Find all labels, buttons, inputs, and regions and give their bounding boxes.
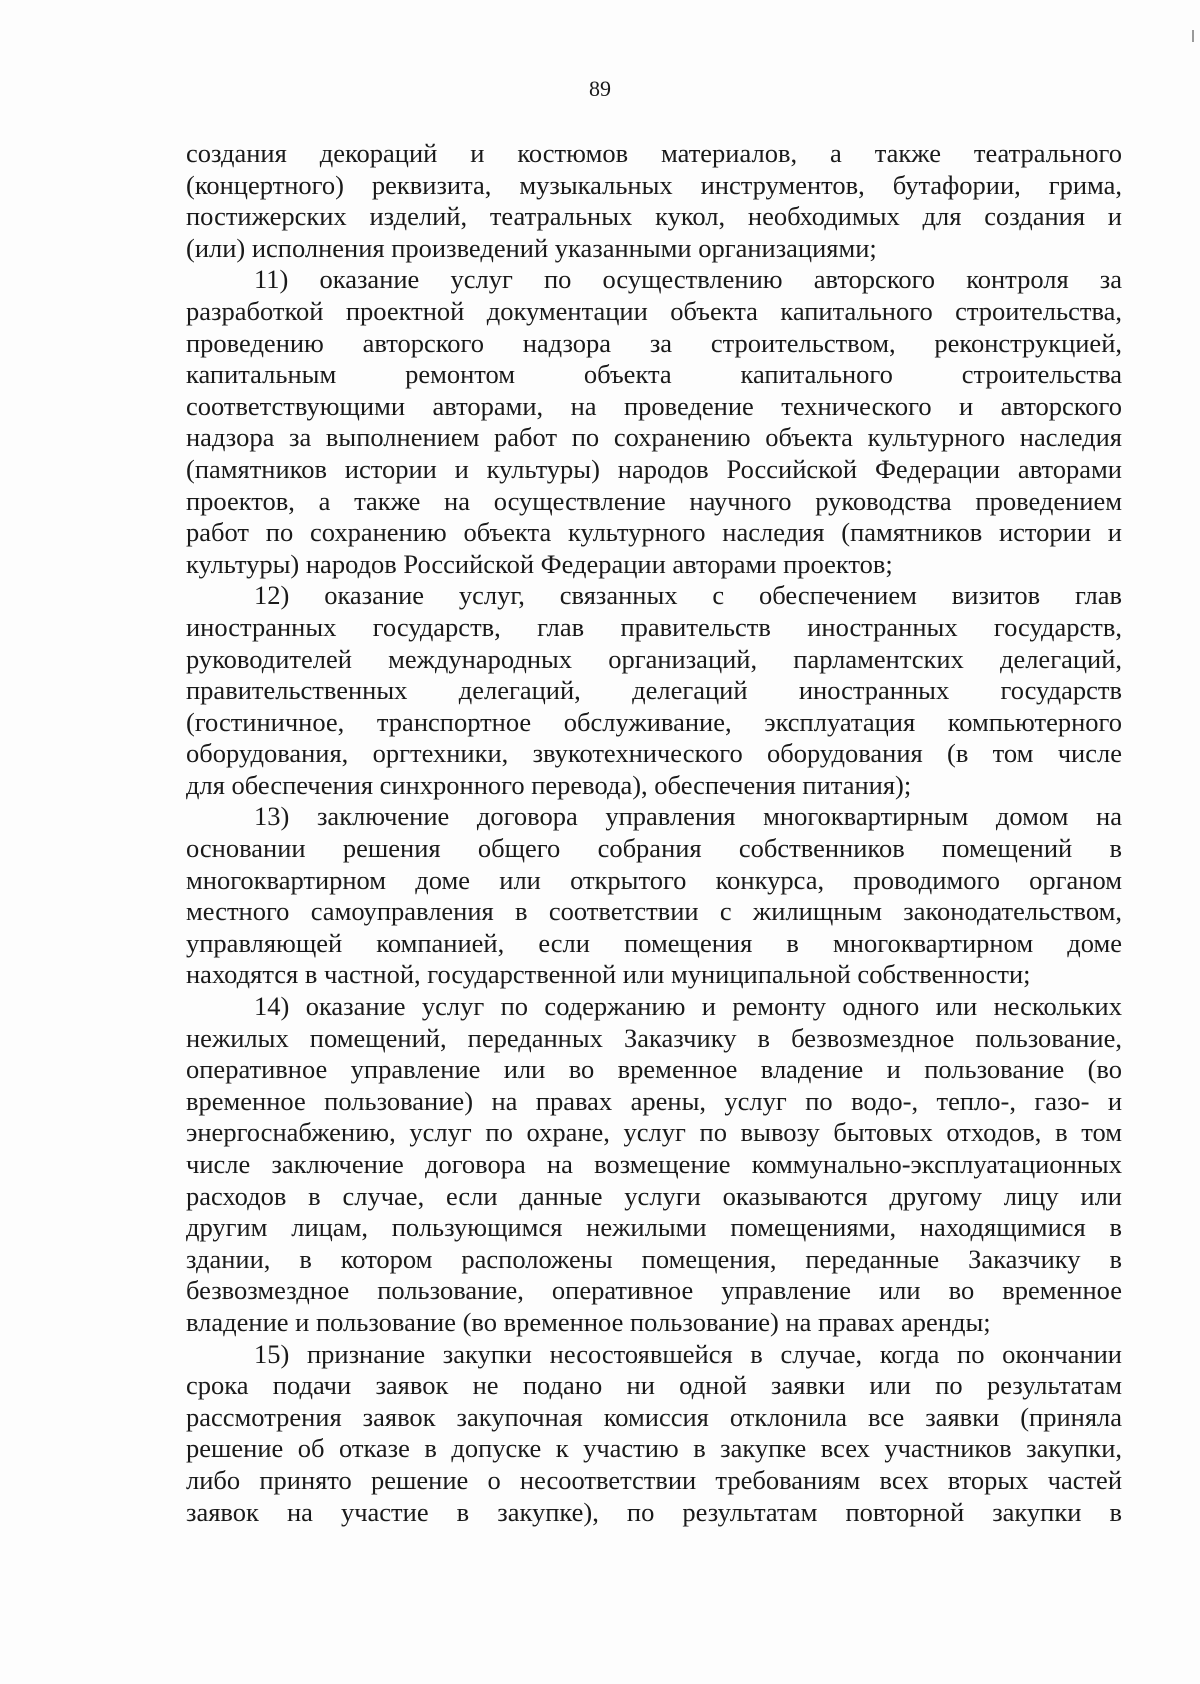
text-line: разработкой проектной документации объекта капитального строительства, xyxy=(186,295,1122,326)
text-line: (или) исполнения произведений указанными организациями; xyxy=(186,232,877,263)
document-body xyxy=(186,138,1122,1528)
text-line: 12) оказание услуг, связанных с обеспечением визитов глав xyxy=(254,580,1122,611)
text-line: числе заключение договора на возмещение коммунально-эксплуатационных xyxy=(186,1149,1122,1179)
text-line: оборудования, оргтехники, звукотехнического оборудования (в том числе xyxy=(186,738,1122,769)
text-line: создания декораций и костюмов материалов, а также театрального xyxy=(186,138,1122,168)
text-line: культуры) народов Российской Федерации авторами проектов; xyxy=(186,548,893,579)
text-line: решение об отказе в допуске к участию в закупке всех участников закупки, xyxy=(186,1433,1122,1464)
text-line: энергоснабжению, услуг по охране, услуг по вывозу бытовых отходов, в том xyxy=(186,1117,1122,1148)
text-line: безвозмездное пользование, оперативное управление или во временное xyxy=(186,1275,1122,1306)
text-line: рассмотрения заявок закупочная комиссия отклонила все заявки (приняла xyxy=(186,1401,1122,1432)
text-line: иностранных государств, глав правительств иностранных государств, xyxy=(186,611,1122,642)
text-line: временное пользование) на правах арены, услуг по водо-, тепло-, газо- и xyxy=(186,1085,1122,1116)
text-line: заявок на участие в закупке), по результатам повторной закупки в xyxy=(186,1496,1122,1527)
text-line: 14) оказание услуг по содержанию и ремонту одного или нескольких xyxy=(254,991,1122,1022)
page-number: 89 xyxy=(589,76,611,101)
text-line: управляющей компанией, если помещения в многоквартирном доме xyxy=(186,927,1122,958)
text-line: постижерских изделий, театральных кукол, необходимых для создания и xyxy=(186,201,1122,232)
text-line: проектов, а также на осуществление научного руководства проведением xyxy=(186,485,1122,516)
text-line: работ по сохранению объекта культурного наследия (памятников истории и xyxy=(186,517,1122,548)
text-line: срока подачи заявок не подано ни одной заявки или по результатам xyxy=(186,1370,1122,1401)
text-line: надзора за выполнением работ по сохранению объекта культурного наследия xyxy=(186,422,1122,453)
text-line: руководителей международных организаций, парламентских делегаций, xyxy=(186,643,1122,674)
text-line: находятся в частной, государственной или муниципальной собственности; xyxy=(186,959,1031,990)
text-line: капитальным ремонтом объекта капитального строительства xyxy=(186,359,1122,390)
text-line: другим лицам, пользующимся нежилыми помещениями, находящимися в xyxy=(186,1212,1122,1243)
text-line: (памятников истории и культуры) народов Российской Федерации авторами xyxy=(186,453,1122,484)
text-line: (концертного) реквизита, музыкальных инструментов, бутафории, грима, xyxy=(186,169,1122,200)
text-line: 13) заключение договора управления многоквартирным домом на xyxy=(254,801,1122,832)
text-line: для обеспечения синхронного перевода), обеспечения питания); xyxy=(186,769,912,800)
text-line: здании, в котором расположены помещения, переданные Заказчику в xyxy=(186,1243,1122,1274)
text-line: соответствующими авторами, на проведение технического и авторского xyxy=(186,390,1122,421)
text-line: основании решения общего собрания собственников помещений в xyxy=(186,833,1122,864)
text-line: расходов в случае, если данные услуги оказываются другому лицу или xyxy=(186,1180,1122,1211)
text-line: либо принято решение о несоответствии требованиям всех вторых частей xyxy=(186,1464,1122,1495)
text-line: проведению авторского надзора за строительством, реконструкцией, xyxy=(186,327,1122,358)
text-line: 15) признание закупки несостоявшейся в случае, когда по окончании xyxy=(254,1338,1122,1369)
text-line: многоквартирном доме или открытого конкурса, проводимого органом xyxy=(186,864,1122,895)
text-line: местного самоуправления в соответствии с жилищным законодательством, xyxy=(186,896,1122,927)
text-line: правительственных делегаций, делегаций иностранных государств xyxy=(186,675,1122,706)
text-line: 11) оказание услуг по осуществлению авторского контроля за xyxy=(254,264,1122,295)
text-line: владение и пользование (во временное пользование) на правах аренды; xyxy=(186,1306,991,1337)
text-line: нежилых помещений, переданных Заказчику в безвозмездное пользование, xyxy=(186,1022,1122,1053)
text-line: (гостиничное, транспортное обслуживание, эксплуатация компьютерного xyxy=(186,706,1122,737)
text-line: оперативное управление или во временное владение и пользование (во xyxy=(186,1054,1122,1085)
scan-edge-mark xyxy=(1192,30,1194,42)
